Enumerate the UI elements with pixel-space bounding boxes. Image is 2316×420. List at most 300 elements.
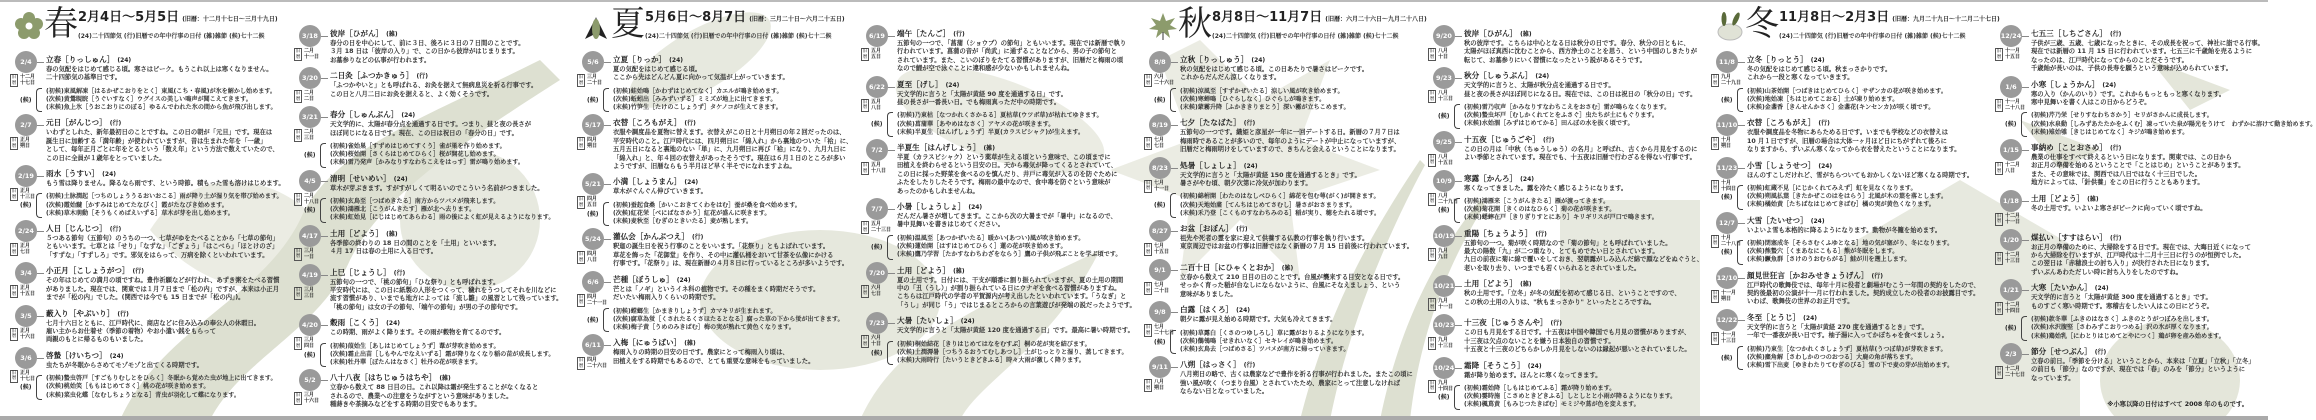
brace-icon	[1170, 193, 1176, 218]
entry-title	[1464, 317, 1701, 329]
entry-type-tag: (24)	[393, 175, 408, 183]
kou-label: (候)	[871, 121, 883, 129]
description-line: 契約後最初の公演が十一月に行われました。契約成立したの役者のお披露目です。	[1747, 290, 1980, 298]
old-calendar-date	[1428, 298, 1453, 311]
old-month: 四月	[587, 196, 598, 203]
entry-name: 土用［どよう］	[1464, 279, 1518, 289]
description-line: ここから先はどんどん夏に向かって気温が上がっていきます。	[613, 74, 789, 82]
brace-icon	[36, 375, 42, 400]
description-line: 梅雨入りの時期の目安の日です。農家にとって梅雨入り頃は、	[613, 349, 789, 357]
calendar-entry	[1418, 70, 1701, 128]
old-day: 二十七日	[1154, 330, 1175, 337]
old-calendar-label: 旧暦	[11, 75, 17, 86]
description-line: これから一段と寒くなっていきます。	[1747, 74, 1854, 82]
entry-type-tag: (雑)	[1520, 281, 1532, 289]
description-line: として、毎年正月ごとに年をとるという「数え年」という方法で数えていたので、	[46, 146, 279, 154]
description-line: 「綿入れ」と、年４回の衣替えがあったそうです。現在は６月１日のところが多い	[613, 154, 846, 162]
entry-name: 七五三［しちごさん］	[2031, 29, 2107, 38]
kou-item: (次候)霜止出苗［しもやんでなえいずる］霜が降りなくなり稲の苗が成長します。	[330, 350, 555, 358]
entry-type-tag: (24)	[669, 57, 683, 64]
entry-title	[330, 109, 567, 121]
calendar-entry	[851, 201, 1134, 259]
description-line: 行事です。「花祭り」は、現在新暦の４月８日に行っているところが多いようです。	[613, 260, 849, 268]
entry-type-tag: (雑)	[439, 375, 451, 383]
entry-title	[2031, 282, 2268, 294]
description-line: 平安時代には、この日に紙製の人形をつくって、穢れをうつしてそれを川などに	[330, 287, 557, 295]
calendar-entry	[284, 109, 567, 167]
entry-description	[613, 349, 850, 366]
entry-description	[1464, 372, 1701, 380]
old-calendar-date	[294, 129, 314, 142]
calendar-entry	[0, 308, 283, 345]
date-badge: 5/17	[582, 114, 604, 136]
old-calendar-date	[1711, 137, 1731, 150]
entry-description	[330, 329, 567, 337]
description-line: がありました。現在では、関東では１月７日まで「松の内」ですが、本来は小正月	[46, 285, 279, 293]
calendar-entry	[567, 117, 853, 171]
old-calendar-month-day	[1721, 74, 1741, 87]
old-calendar-range: (旧暦：十二月十七日～三月十九日)	[182, 16, 278, 23]
brace-icon	[1737, 185, 1743, 210]
calendar-entry	[1134, 117, 1417, 154]
entry-type-tag: (雑)	[386, 230, 398, 238]
old-month: 七月	[1154, 243, 1165, 250]
entry-description	[330, 82, 567, 99]
entry-name: 十五夜［じゅうごや］	[1464, 134, 1540, 144]
description-line: 九日の前夜に菊に綿で覆いをしておき、翌朝露がしみ込んだ綿で顔などをぬぐうと、	[1464, 256, 1704, 264]
kou-item: (末候)竹笋生［たけのこしょうず］タケノコが生えてきます。	[613, 104, 782, 112]
kou-item: (次候)桃始笑［ももはじめてさく］桃の花が咲き始めます。	[46, 383, 210, 391]
calendar-entry	[1701, 160, 1984, 210]
kou-item: (次候)腐草為蛍［くされたるくさほたるとなる］腐った草の下から蛍が出てきます。	[613, 315, 844, 323]
old-calendar-month-day	[1154, 74, 1174, 87]
old-calendar-date	[1144, 379, 1164, 392]
date-badge: 6/6	[582, 271, 604, 293]
description-line: 意味がありました。	[1180, 290, 1237, 298]
kou-item: (末候)麦秋至［むぎのときいたる］麦が熟します。	[613, 218, 753, 226]
entry-description	[2031, 244, 2268, 278]
date-badge: 3/4	[15, 262, 37, 284]
old-month: 九月	[1438, 379, 1449, 386]
description-line: 一年で一番夜が長い日です。柚子湯に入ってかぼちゃを食べましょう。	[1747, 332, 1948, 340]
description-line: 立春の前日。「季節を分ける」ということから、本来は「立夏」「立秋」「立冬」	[2031, 357, 2255, 365]
season-date-range	[78, 11, 278, 27]
calendar-entry	[284, 173, 567, 223]
entry-description	[1747, 172, 1984, 180]
calendar-entry	[0, 265, 283, 302]
entry-description	[330, 185, 567, 193]
entry-title	[897, 201, 1134, 213]
date-badge: 6/11	[582, 334, 604, 356]
kou-item: (初候)綿柎開［わたのはなしべひらく］綿花を包む萼(がく)が開きます。	[1180, 193, 1380, 201]
old-calendar-date	[294, 248, 314, 261]
old-day: 十五日	[1154, 249, 1170, 256]
description-line: あったのかもしれませんね。	[897, 187, 979, 195]
entry-name: 土用［どよう］	[330, 228, 384, 238]
old-day: 十八日	[871, 168, 887, 175]
date-badge: 8/8	[1149, 51, 1171, 73]
old-calendar-date	[294, 287, 314, 300]
entry-list	[1134, 50, 1417, 397]
old-day: 七日	[871, 290, 882, 297]
entry-type-tag: (24)	[1243, 162, 1258, 170]
old-calendar-month-day	[1721, 180, 1736, 193]
old-calendar-label: 旧暦	[862, 285, 868, 296]
entry-type-tag: (行)	[117, 310, 129, 318]
entry-type-tag: (24)	[1236, 307, 1250, 315]
old-calendar-month-day	[20, 285, 35, 298]
kou-item: (初候)蚕起食桑［かいこおきてくわをはむ］蚕が桑を食べ始めます。	[613, 201, 801, 209]
entry-title	[897, 79, 1134, 91]
entry-description	[330, 384, 567, 409]
date-badge: 2/19	[15, 165, 37, 187]
kou-item: (初候)鴻雁来［こうがんきたる］雁が渡ってきます。	[1464, 198, 1610, 206]
entry-title	[2031, 232, 2268, 244]
date-badge: 1/18	[2000, 190, 2022, 212]
kou-item: (末候)草木萌動［そうもくめばえいずる］草木が芽を出し始めます。	[46, 209, 234, 217]
old-calendar-date	[1144, 74, 1174, 87]
kou-item: (末候)雷乃発声［かみなりすなわちこえをはっす］雷が鳴り始めます。	[330, 159, 524, 167]
description-line: 草花を飾った「花御堂」を作り、その中に灌仏桶をおいて甘茶を仏像にかける	[613, 251, 834, 259]
old-day: 十五日	[1438, 159, 1454, 166]
old-calendar-month-day	[20, 370, 35, 383]
old-day: 十一日	[2005, 218, 2021, 225]
description-line: ふたをしたりしたそうです。梅雨の最中なので、食中毒を防ぐという意味が	[897, 179, 1111, 187]
description-line: 寒中見舞いを書く人はこの日からどうぞ。	[2031, 99, 2151, 107]
kou-item: (末候)玄鳥去［つばめさる］ツバメが南方に帰っていきます。	[1180, 346, 1350, 354]
season-name: 秋	[1178, 4, 1212, 44]
old-day: 十三日	[1438, 96, 1454, 103]
old-calendar-month-day	[587, 251, 597, 264]
seventy-two-kou-list	[2005, 112, 2316, 137]
description-line: この日に採った野菜を食べるのを慎んだり、井戸に毒気が入るのを防ぐために	[897, 170, 1118, 178]
entry-type-tag: (24)	[960, 318, 975, 326]
description-line: 強い風が吹く（つまり台風）とされていたため、農家にとって注意しなければ	[1180, 379, 1401, 387]
description-line: 草木がぐんぐん伸びていきます。	[613, 188, 707, 196]
date-badge: 2/4	[15, 51, 37, 73]
kou-item: (末候)大雨時行［たいうときどきふる］時々大雨が激しく降ります。	[897, 356, 1085, 364]
old-calendar-label: 旧暦	[1429, 248, 1435, 260]
old-calendar-range: (旧暦：六月二十六日～九月二十八日)	[1325, 16, 1427, 23]
old-calendar-date	[1995, 48, 2020, 61]
old-calendar-label: 旧暦	[1145, 138, 1151, 149]
old-month: 四月	[587, 137, 598, 144]
description-line: なったのは、江戸時代になってからのことだそうです。	[2031, 56, 2188, 64]
entry-description	[1180, 66, 1417, 83]
entry-type-tag: (24)	[684, 179, 699, 187]
entry-name: 芒種［ぼうしゅ］	[613, 274, 674, 284]
date-badge: 9/8	[1149, 301, 1171, 323]
description-line: 天文学的に言うと、太陽が秋分点を通過する日です。	[1464, 82, 1615, 90]
entry-name: 土用［どよう］	[897, 265, 951, 275]
description-line: ３月 18 日は「彼岸の入り」で、この日から彼岸がはじまります。	[330, 48, 519, 56]
season-date-range	[1212, 11, 1427, 27]
description-line: 現在では新暦の 11 月 15 日に行われています。七五三に千歳飴を売るように	[2031, 48, 2252, 56]
date-badge: 10/24	[1433, 357, 1455, 379]
description-line: この日も月見をする日です。十五夜は中国や韓国でも月見の習慣がありますが、	[1464, 329, 1691, 337]
old-calendar-label: 旧暦	[578, 75, 584, 86]
entry-name: 寒露［かんろ］	[1464, 173, 1518, 183]
entry-title	[1747, 160, 1984, 172]
description-line: 両親のもとに帰るものもいました。	[46, 336, 147, 344]
old-calendar-month-day	[304, 392, 319, 405]
entry-description	[897, 277, 1134, 311]
old-calendar-date	[1428, 48, 1448, 61]
old-day: 十五日	[20, 291, 36, 298]
old-calendar-month-day	[20, 328, 35, 341]
description-line: この秋の土用の入りは、"秋もまっさかり" といったところですね。	[1464, 298, 1656, 306]
calendar-entry	[567, 176, 850, 226]
old-day: 八日	[871, 104, 882, 111]
old-month: 三月	[304, 247, 315, 254]
old-calendar-label: 旧暦	[1145, 75, 1151, 86]
old-day: 八日	[2005, 168, 2016, 175]
old-day: 十一日	[1438, 304, 1454, 311]
old-calendar-month-day	[20, 74, 35, 87]
brace-icon	[1737, 240, 1743, 265]
brace-icon	[36, 88, 42, 113]
old-calendar-month-day	[2005, 213, 2020, 226]
description-line: ともいいます。七草とは「せり」「なずな」「ごぎょう」「はこべら」「ほとけのざ」	[46, 243, 279, 251]
old-month: 二月	[304, 48, 315, 54]
entry-title	[46, 350, 283, 362]
entry-type-tag: (24)	[1810, 217, 1825, 225]
brace-icon	[887, 112, 893, 137]
entry-name: 灌仏会［かんぶつえ］	[613, 232, 689, 242]
kou-label: (候)	[1721, 249, 1733, 257]
entry-name: 八十八夜［はちじゅうはちや］	[330, 373, 437, 383]
old-calendar-date	[1711, 332, 1736, 345]
entry-description	[46, 66, 283, 83]
old-calendar-date	[1711, 290, 1736, 303]
entry-title	[897, 28, 1134, 40]
description-line: 老いを取り去り、いつまでも若くいられるとされていました。	[1464, 264, 1641, 272]
kou-label: (候)	[871, 349, 883, 357]
calendar-entry	[851, 28, 1134, 74]
entry-type-tag: (雑)	[1520, 31, 1532, 38]
old-month: 正月	[20, 327, 31, 334]
date-badge: 6/19	[866, 25, 888, 47]
description-line: 秋の土用です。「立冬」が冬の気配を初めて感じる日、ということですので、	[1464, 290, 1681, 298]
calendar-entry	[851, 79, 1134, 137]
description-line: 太陽がほぼ真西に沈むことから、西方浄土のことを思う、という中国のしきたりが	[1464, 48, 1697, 56]
entry-description	[2031, 358, 2268, 383]
calendar-entry	[0, 350, 283, 400]
date-badge: 8/27	[1149, 220, 1171, 242]
old-month: 七月	[1154, 179, 1165, 186]
old-day: 七日	[20, 249, 31, 256]
kou-label: (候)	[1154, 96, 1166, 104]
old-calendar-date	[861, 162, 886, 175]
old-day: 朔日	[587, 143, 598, 150]
old-day: 十四日	[1438, 385, 1454, 392]
old-calendar-date	[10, 328, 35, 341]
kou-item: (次候)桜始開［さくらはじめてひらく］桜が開花し始めます。	[330, 151, 500, 159]
old-day: 三日	[304, 292, 315, 299]
entry-description	[1464, 40, 1701, 65]
description-line: 春の気配をはじめて感じる頃。寒さはピーク。もうこれ以上は寒くなりません。	[46, 66, 273, 73]
old-calendar-label: 旧暦	[1429, 91, 1435, 102]
brace-icon	[1737, 88, 1743, 113]
old-calendar-month-day	[587, 357, 607, 370]
old-month: 三月	[587, 74, 598, 80]
brace-icon	[2021, 316, 2027, 341]
old-calendar-date	[1995, 302, 2020, 315]
entry-type-tag: (24)	[2094, 285, 2109, 293]
old-calendar-month-day	[304, 90, 314, 103]
entry-type-tag: (24)	[1810, 57, 1825, 64]
entry-title	[1464, 278, 1701, 290]
kou-label: (候)	[1438, 393, 1450, 401]
old-calendar-date	[294, 90, 314, 103]
description-line: 各季節の終わりの 18 日の間のことを「土用」といいます。	[330, 239, 501, 247]
old-month: 四月	[587, 251, 598, 258]
old-month: 四月	[587, 357, 598, 364]
calendar-entry	[1985, 232, 2268, 278]
description-line: なので鯉が空で泳ぐことに違和感が少ないかもしれませんね。	[897, 65, 1074, 73]
kou-label: (候)	[20, 96, 32, 104]
old-calendar-month-day	[1438, 90, 1453, 103]
old-calendar-date	[1428, 337, 1453, 350]
old-month: 六月	[871, 335, 882, 342]
old-month: 正月	[20, 285, 31, 292]
old-calendar-date	[577, 294, 607, 307]
date-badge: 9/25	[1433, 131, 1455, 153]
entry-description	[2031, 154, 2268, 188]
date-badge: 7/20	[866, 262, 888, 284]
calendar-entry	[284, 70, 567, 104]
old-calendar-date	[10, 370, 35, 383]
kou-item: (末候)蟋蟀在戸［きりぎりすとにあり］キリギリスが戸口で鳴きます。	[1464, 214, 1658, 222]
description-line: 春分の日を中心にして、前に３日、後ろに３日の７日間のことです。	[330, 40, 525, 47]
old-calendar-month-day	[2005, 48, 2020, 61]
old-calendar-label: 旧暦	[1429, 193, 1435, 205]
season-header	[567, 0, 850, 50]
description-line: 行われています。菖蒲の音が「尚武」に通ずることなどから、男の子の節句と	[897, 48, 1117, 56]
entry-description	[1464, 329, 1701, 354]
calendar-entry	[1701, 312, 1984, 370]
entry-name: 煤払い［すすはらい］	[2031, 232, 2108, 242]
description-line: 「桃の節句」は女の子の節句、「端午の節句」が男の子の節句です。	[330, 303, 522, 311]
calendar-entry	[567, 274, 850, 332]
entry-name: 立春［りっしゅん］	[46, 55, 115, 64]
kou-item: (末候)牡丹華［ぼたんはなさく］牡丹の花が咲きます。	[330, 359, 482, 367]
old-calendar-label: 旧暦	[295, 130, 301, 141]
entry-title	[46, 168, 283, 180]
entry-type-tag: (行)	[1542, 136, 1555, 144]
old-month: 四月	[587, 293, 598, 300]
seventy-two-kou-list	[587, 307, 850, 333]
entry-name: 十三夜［じゅうさんや］	[1464, 318, 1548, 328]
old-month: 九月	[1438, 298, 1449, 305]
old-calendar-label: 旧暦	[1712, 235, 1718, 247]
entry-title	[330, 267, 567, 279]
old-day: 十四日	[2005, 308, 2021, 315]
description-line: 天文学的に、太陽が春分点を通過する日です。つまり、昼と夜の長さが	[330, 121, 531, 129]
entry-name: 小暑［しょうしょ］	[897, 202, 966, 212]
old-calendar-label: 旧暦	[1996, 213, 2002, 225]
kou-label: (候)	[2005, 121, 2017, 129]
old-calendar-range: (旧暦：三月二十日～六月二十五日)	[749, 16, 845, 23]
old-calendar-label: 旧暦	[295, 248, 301, 260]
entry-title	[897, 315, 1134, 327]
old-calendar-label: 旧暦	[1996, 303, 2002, 314]
season-header	[1134, 0, 1427, 50]
old-calendar-date	[861, 285, 881, 298]
old-month: 十二月	[2005, 162, 2021, 169]
date-badge: 7/7	[866, 198, 888, 220]
entry-description	[1747, 227, 1984, 235]
old-calendar-label: 旧暦	[1145, 380, 1151, 391]
calendar-entry	[1701, 117, 1984, 154]
old-calendar-label: 旧暦	[1996, 252, 2002, 264]
old-calendar-date	[1995, 366, 2025, 379]
old-month: 正月	[20, 369, 31, 376]
old-day: 二十一日	[587, 299, 608, 306]
description-line: 子供が三歳、五歳、七歳になったときに、その成長を祝って、神社に詣でる行事。	[2031, 40, 2264, 47]
old-calendar-label: 旧暦	[1996, 99, 2002, 111]
seventy-two-kou-list	[871, 234, 1134, 260]
date-badge: 9/20	[1433, 25, 1455, 47]
old-month: 十一月	[2005, 98, 2021, 105]
date-badge: 9/1	[1149, 259, 1171, 281]
kou-item: (初候)東風解凍［はるかぜこおりをとく］東風(こち・春風)が氷を解かし始めます。	[46, 87, 277, 95]
entry-description	[46, 362, 283, 370]
description-line: ならない日となっていました。	[1180, 388, 1269, 396]
entry-title	[1464, 28, 1701, 40]
entry-description	[2031, 40, 2268, 74]
entry-type-tag: (行)	[2094, 348, 2107, 356]
entry-name: 事納め［ことおさめ］	[2031, 143, 2107, 153]
description-line: 秋の彼岸です。こちらは中心となる日は秋分の日です。春分、秋分の日ともに、	[1464, 40, 1690, 47]
old-calendar-date	[1144, 137, 1164, 150]
kou-item: (初候)山茶始開［つばきはじめてひらく］サザンカの花が咲き始めます。	[1747, 87, 1947, 95]
old-calendar-date	[10, 188, 35, 201]
season-column	[1701, 0, 2000, 375]
entry-description	[46, 277, 283, 302]
plum-blossom-icon	[14, 11, 44, 41]
old-calendar-month-day	[304, 193, 319, 206]
old-month: 七月	[1154, 137, 1165, 144]
date-badge: 11/23	[1716, 157, 1738, 179]
old-month: 九月	[1438, 247, 1449, 254]
old-calendar-month-day	[1154, 243, 1169, 256]
kou-item: (次候)菖蒲華［あやめはなさく］アヤメの花が咲きます。	[897, 120, 1055, 128]
kou-item: (末候)蒙霧升降［ふかききりまとう］深い霧が立ちこめます。	[1180, 104, 1350, 112]
description-line: この日の月は「中秋（ちゅうしゅう）の名月」と呼ばれ、古くから月見をするのに	[1464, 145, 1698, 153]
date-badge: 1/20	[2000, 229, 2022, 251]
date-range: 8月8日～11月7日	[1212, 10, 1323, 25]
entry-title	[2031, 346, 2268, 358]
old-calendar-month-day	[871, 99, 881, 112]
description-line: から大掃除を行いますが、江戸時代は十二月十三日に行うのが恒例でした。	[2031, 252, 2246, 260]
old-calendar-label: 旧暦	[1996, 49, 2002, 60]
entry-title	[1747, 270, 1984, 282]
kou-item: (次候)地始凍［ちはじめてこおる］土が凍り始めます。	[1747, 96, 1899, 104]
entry-type-tag: (24)	[1535, 73, 1550, 81]
entry-list	[1701, 50, 1984, 370]
brace-icon	[320, 143, 326, 168]
old-day: 二十日	[587, 80, 603, 86]
entry-name: 端午［たんご］	[897, 29, 951, 38]
kou-item: (次候)蓮始開［はすはじめてひらく］蓮の花が咲き始めます。	[897, 243, 1067, 251]
old-day: 九日	[1438, 253, 1449, 260]
calendar-entry	[0, 54, 283, 112]
old-day: 十三日	[1438, 343, 1454, 350]
entry-description	[897, 154, 1134, 196]
old-calendar-date	[10, 74, 35, 87]
date-badge: 1/6	[2000, 76, 2022, 98]
